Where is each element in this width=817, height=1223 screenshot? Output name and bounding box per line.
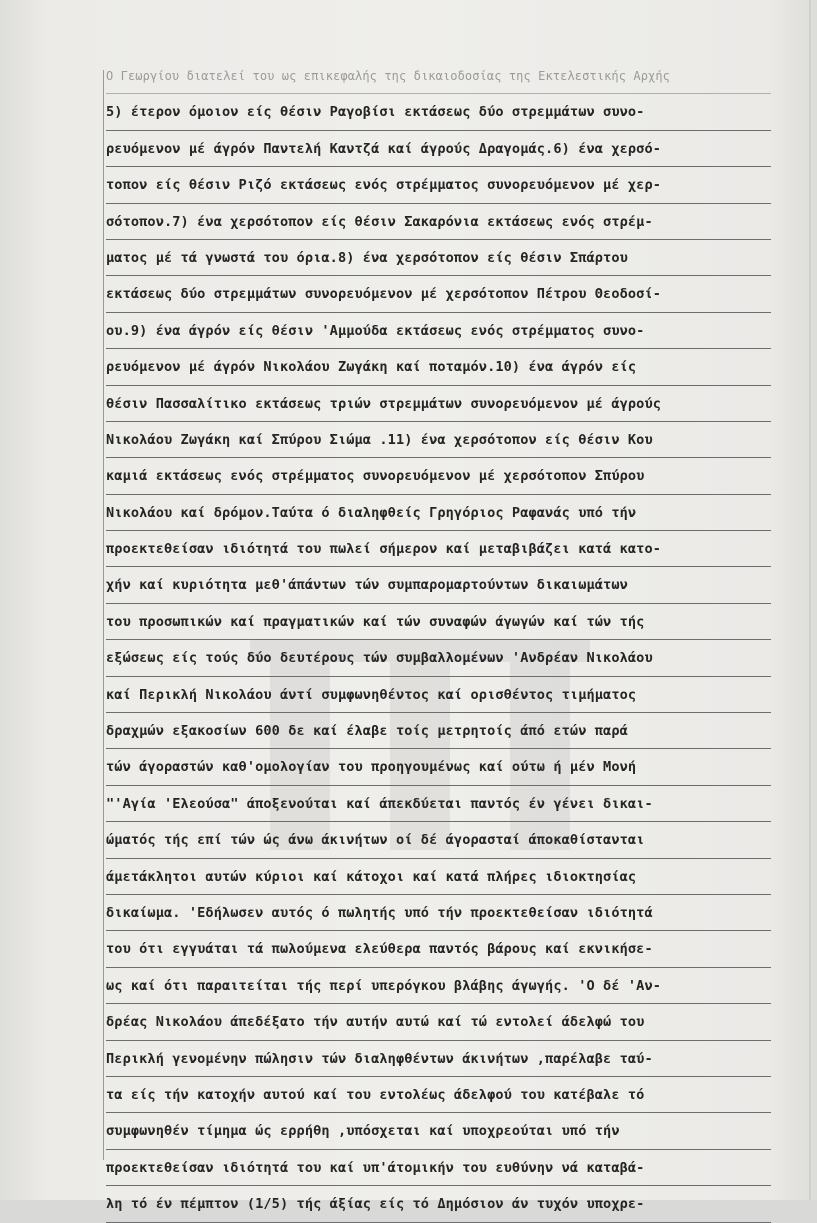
text-line: του προσωπικών καί πραγματικών καί τών συναφών άγωγών καί τών τής — [106, 604, 771, 640]
text-line: δραχμών εξακοσίων 600 δε καί έλαβε τοίς μετρητοίς άπό ετών παρά — [106, 713, 771, 749]
text-line: χήν καί κυριότητα μεθ'άπάντων τών συμπαρομαρτούντων δικαιωμάτων — [106, 567, 771, 603]
text-line: Περικλή γενομένην πώλησιν τών διαληφθέντων άκινήτων ,παρέλαβε ταύ- — [106, 1041, 771, 1077]
text-line: Νικολάου Ζωγάκη καί Σπύρου Σιώμα .11) ένα χερσότοπον είς θέσιν Κου — [106, 422, 771, 458]
typed-text-body — [106, 58, 771, 1223]
text-line: προεκτεθείσαν ιδιότητά του πωλεί σήμερον καί μεταβιβάζει κατά κατο- — [106, 531, 771, 567]
text-line: τα είς τήν κατοχήν αυτού καί του εντολέως άδελφού του κατέβαλε τό — [106, 1077, 771, 1113]
text-line: καί Περικλή Νικολάου άντί συμφωνηθέντος καί ορισθέντος τιμήματος — [106, 677, 771, 713]
top-line-text: Ο Γεωργίου διατελεί του ως επικεφαλής της δικαιοδοσίας της Εκτελεστικής Αρχής — [106, 58, 771, 94]
text-line: λη τό έν πέμπτον (1/5) τής άξίας είς τό Δημόσιον άν τυχόν υποχρε- — [106, 1186, 771, 1222]
text-line: "'Αγία 'Ελεούσα" άποξενούται καί άπεκδύεται παντός έν γένει δικαι- — [106, 786, 771, 822]
text-line: θέσιν Πασσαλίτικο εκτάσεως τριών στρεμμάτων συνορευόμενον μέ άγρούς — [106, 386, 771, 422]
text-line: του ότι εγγυάται τά πωλούμενα ελεύθερα παντός βάρους καί εκνικήσε- — [106, 931, 771, 967]
text-line: Νικολάου καί δρόμον.Ταύτα ό διαληφθείς Γρηγόριος Ραφανάς υπό τήν — [106, 495, 771, 531]
text-line: δικαίωμα. 'Εδήλωσεν αυτός ό πωλητής υπό τήν προεκτεθείσαν ιδιότητά — [106, 895, 771, 931]
text-line: ρευόμενον μέ άγρόν Παντελή Καντζά καί άγρούς Δραγομάς.6) ένα χερσό- — [106, 131, 771, 167]
text-line: τών άγοραστών καθ'ομολογίαν του προηγουμένως καί ούτω ή μέν Μονή — [106, 749, 771, 785]
text-line: τοπον είς θέσιν Ριζό εκτάσεως ενός στρέμματος συνορευόμενον μέ χερ- — [106, 167, 771, 203]
text-line: ως καί ότι παραιτείται τής περί υπερόγκου βλάβης άγωγής. 'Ο δέ 'Αν- — [106, 968, 771, 1004]
text-line: συμφωνηθέν τίμημα ώς ερρήθη ,υπόσχεται καί υποχρεούται υπό τήν — [106, 1113, 771, 1149]
text-line: καμιά εκτάσεως ενός στρέμματος συνορευόμενον μέ χερσότοπον Σπύρου — [106, 458, 771, 494]
text-line: άμετάκλητοι αυτών κύριοι καί κάτοχοι καί κατά πλήρες ιδιοκτησίας — [106, 859, 771, 895]
text-line: ρευόμενον μέ άγρόν Νικολάου Ζωγάκη καί ποταμόν.10) ένα άγρόν είς — [106, 349, 771, 385]
text-line: σότοπον.7) ένα χερσότοπον είς θέσιν Σακαρόνια εκτάσεως ενός στρέμ- — [106, 204, 771, 240]
left-margin-rule — [103, 70, 104, 1160]
text-line: ματος μέ τά γνωστά του όρια.8) ένα χερσότοπον είς θέσιν Σπάρτου — [106, 240, 771, 276]
text-line: προεκτεθείσαν ιδιότητά του καί υπ'άτομικήν του ευθύνην νά καταβά- — [106, 1150, 771, 1186]
page-edge — [809, 0, 811, 1200]
text-line: ώματός τής επί τών ώς άνω άκινήτων οί δέ άγορασταί άποκαθίστανται — [106, 822, 771, 858]
text-line: εξώσεως είς τούς δύο δευτέρους τών συμβαλλομένων 'Ανδρέαν Νικολάου — [106, 640, 771, 676]
text-line: δρέας Νικολάου άπεδέξατο τήν αυτήν αυτώ καί τώ εντολεί άδελφώ του — [106, 1004, 771, 1040]
text-line: ου.9) ένα άγρόν είς θέσιν 'Αμμούδα εκτάσεως ενός στρέμματος συνο- — [106, 313, 771, 349]
text-line: εκτάσεως δύο στρεμμάτων συνορευόμενον μέ χερσότοπον Πέτρου Θεοδοσί- — [106, 276, 771, 312]
text-line: 5) έτερον όμοιον είς θέσιν Ραγοβίσι εκτάσεως δύο στρεμμάτων συνο- — [106, 94, 771, 130]
